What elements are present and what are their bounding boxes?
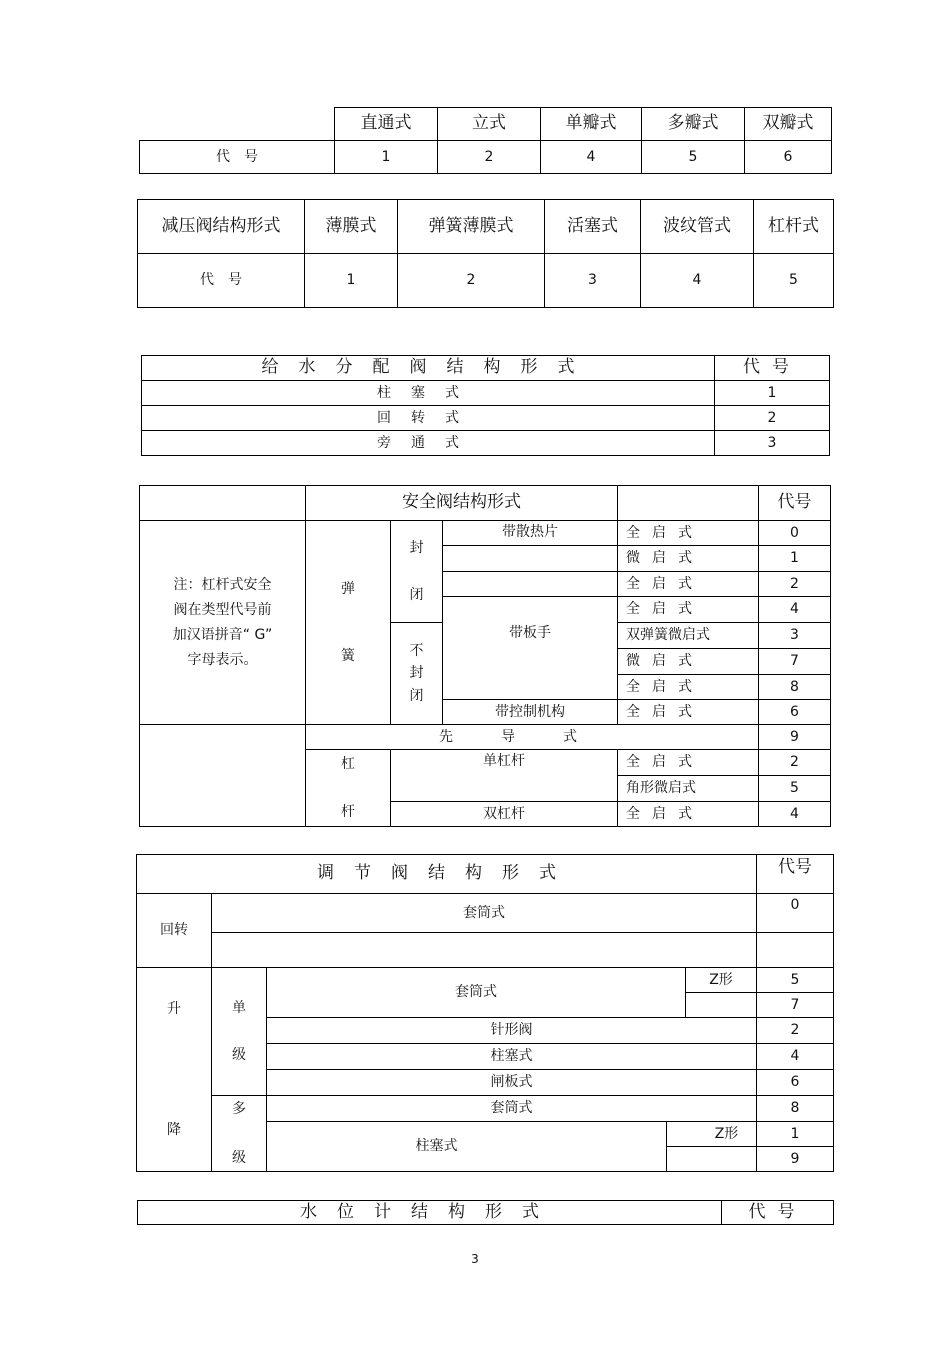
code-value: 6 xyxy=(745,141,832,174)
code-value: 8 xyxy=(757,1096,834,1122)
code-value: 3 xyxy=(715,431,830,456)
code-value: 6 xyxy=(759,700,831,725)
form-cell: 回转式 xyxy=(142,406,715,431)
water-level-table xyxy=(137,1200,834,1225)
code-value: 4 xyxy=(759,802,831,827)
wrench-cell: 带板手 xyxy=(443,597,618,700)
plunger-cell: 柱塞式 xyxy=(267,1122,667,1172)
pilot-cell: 先导式 xyxy=(306,725,759,750)
col-header: 活塞式 xyxy=(545,200,641,254)
lift-cell: 全启式 xyxy=(618,802,759,827)
heat-sink-cell: 带散热片 xyxy=(443,521,618,546)
sealed-cell xyxy=(391,521,443,623)
page-number: 3 xyxy=(471,1252,479,1266)
code-value: 1 xyxy=(757,1122,834,1147)
form-cell: 旁通式 xyxy=(142,431,715,456)
code-value: 5 xyxy=(757,968,834,993)
code-value: 8 xyxy=(759,675,831,700)
blank-header-cell xyxy=(618,486,759,521)
unsealed-cell xyxy=(391,623,443,725)
code-value: 7 xyxy=(759,649,831,675)
gate-cell: 闸板式 xyxy=(267,1070,757,1096)
note-line: 字母表示。 xyxy=(187,651,258,668)
single-stage-char: 级 xyxy=(232,1046,246,1063)
code-value: 4 xyxy=(541,141,642,174)
lift-cell: 双弹簧微启式 xyxy=(618,623,759,649)
multi-stage-cell xyxy=(212,1096,267,1172)
table-header: 给水分配阀结构形式 xyxy=(142,356,715,381)
code-value: 2 xyxy=(715,406,830,431)
code-value: 2 xyxy=(757,1018,834,1044)
code-value: 5 xyxy=(759,776,831,802)
spring-char: 簧 xyxy=(341,647,355,664)
sealed-char: 封 xyxy=(409,540,424,557)
note-line: 加汉语拼音“ G” xyxy=(172,626,273,643)
code-header: 代号 xyxy=(759,486,831,521)
blank-cell xyxy=(686,993,757,1018)
col-header: 薄膜式 xyxy=(305,200,398,254)
col-header: 波纹管式 xyxy=(641,200,754,254)
form-cell: 柱塞式 xyxy=(142,381,715,406)
table-header: 水位计结构形式 xyxy=(138,1201,722,1225)
code-value: 5 xyxy=(642,141,745,174)
safety-valve-table xyxy=(139,485,831,827)
lever-char: 杠 xyxy=(341,755,355,772)
note-cell xyxy=(140,521,306,725)
code-value: 1 xyxy=(759,546,831,572)
col-header: 杠杆式 xyxy=(754,200,834,254)
single-lever-cell: 单杠杆 xyxy=(391,750,618,802)
col-header: 弹簧薄膜式 xyxy=(398,200,545,254)
lift-cell: 全启式 xyxy=(618,750,759,776)
single-stage-char: 单 xyxy=(232,1000,246,1017)
blank-cell xyxy=(667,1147,757,1172)
lift-cell: 全启式 xyxy=(618,597,759,623)
blank-cell xyxy=(443,572,618,597)
table-header: 减压阀结构形式 xyxy=(138,200,305,254)
multi-stage-char: 多 xyxy=(232,1101,246,1118)
code-value: 9 xyxy=(757,1147,834,1172)
blank-header-cell xyxy=(140,486,306,521)
code-header: 代号 xyxy=(715,356,830,381)
table-header: 调节阀结构形式 xyxy=(137,855,757,894)
lift-cell: 微启式 xyxy=(618,649,759,675)
sleeve-cell: 套筒式 xyxy=(212,894,757,933)
code-header: 代号 xyxy=(757,855,834,894)
col-header: 单瓣式 xyxy=(541,108,642,141)
distribution-valve-table xyxy=(141,355,830,456)
lift-cell xyxy=(137,968,212,1172)
lift-cell: 全启式 xyxy=(618,572,759,597)
sealed-char: 闭 xyxy=(409,586,424,603)
spring-char: 弹 xyxy=(341,581,355,598)
code-value: 3 xyxy=(759,623,831,649)
double-lever-cell: 双杠杆 xyxy=(391,802,618,827)
lift-cell: 全启式 xyxy=(618,675,759,700)
single-stage-cell xyxy=(212,968,267,1096)
code-value: 6 xyxy=(757,1070,834,1096)
lift-char: 升 xyxy=(167,1000,181,1017)
lift-char: 降 xyxy=(167,1122,181,1138)
note-continuation-cell xyxy=(140,725,306,827)
blank-cell xyxy=(212,933,757,968)
control-cell: 带控制机构 xyxy=(443,700,618,725)
rotary-cell: 回转 xyxy=(137,894,212,968)
code-value: 7 xyxy=(757,993,834,1018)
plunger-cell: 柱塞式 xyxy=(267,1044,757,1070)
code-value: 2 xyxy=(398,254,545,308)
lever-cell xyxy=(306,750,391,827)
lift-cell: 角形微启式 xyxy=(618,776,759,802)
unsealed-char: 不 xyxy=(409,643,424,660)
code-value: 0 xyxy=(759,521,831,546)
note-line: 注：杠杆式安全 xyxy=(173,576,272,593)
code-value: 4 xyxy=(641,254,754,308)
table-header: 安全阀结构形式 xyxy=(306,486,618,521)
unsealed-char: 封 xyxy=(409,665,424,682)
note-line: 阀在类型代号前 xyxy=(173,601,272,618)
spring-cell xyxy=(306,521,391,725)
code-value: 1 xyxy=(305,254,398,308)
code-value: 2 xyxy=(759,572,831,597)
code-label: 代 号 xyxy=(138,254,305,308)
blank-header-cell xyxy=(140,108,335,141)
multi-stage-char: 级 xyxy=(232,1149,246,1166)
code-value: 2 xyxy=(759,750,831,776)
blank-cell xyxy=(443,546,618,572)
lift-cell: 微启式 xyxy=(618,546,759,572)
code-value: 3 xyxy=(545,254,641,308)
col-header: 多瓣式 xyxy=(642,108,745,141)
code-value: 1 xyxy=(335,141,438,174)
code-value: 4 xyxy=(759,597,831,623)
reducing-valve-table xyxy=(137,199,834,308)
needle-cell: 针形阀 xyxy=(267,1018,757,1044)
code-value: 5 xyxy=(754,254,834,308)
col-header: 直通式 xyxy=(335,108,438,141)
regulating-valve-table xyxy=(136,854,834,1172)
code-header: 代号 xyxy=(722,1201,834,1225)
code-value: 9 xyxy=(759,725,831,750)
lift-cell: 全启式 xyxy=(618,700,759,725)
check-valve-table xyxy=(139,107,832,174)
z-shape-cell: Z形 xyxy=(667,1122,757,1147)
code-value: 2 xyxy=(438,141,541,174)
lever-char: 杆 xyxy=(341,804,355,820)
code-label: 代 号 xyxy=(140,141,335,174)
sleeve-cell: 套筒式 xyxy=(267,968,686,1018)
unsealed-char: 闭 xyxy=(409,687,424,704)
col-header: 双瓣式 xyxy=(745,108,832,141)
col-header: 立式 xyxy=(438,108,541,141)
code-value: 4 xyxy=(757,1044,834,1070)
blank-cell xyxy=(757,933,834,968)
code-value: 1 xyxy=(715,381,830,406)
lift-cell: 全启式 xyxy=(618,521,759,546)
z-shape-cell: Z形 xyxy=(686,968,757,993)
sleeve-cell: 套筒式 xyxy=(267,1096,757,1122)
code-value: 0 xyxy=(757,894,834,933)
